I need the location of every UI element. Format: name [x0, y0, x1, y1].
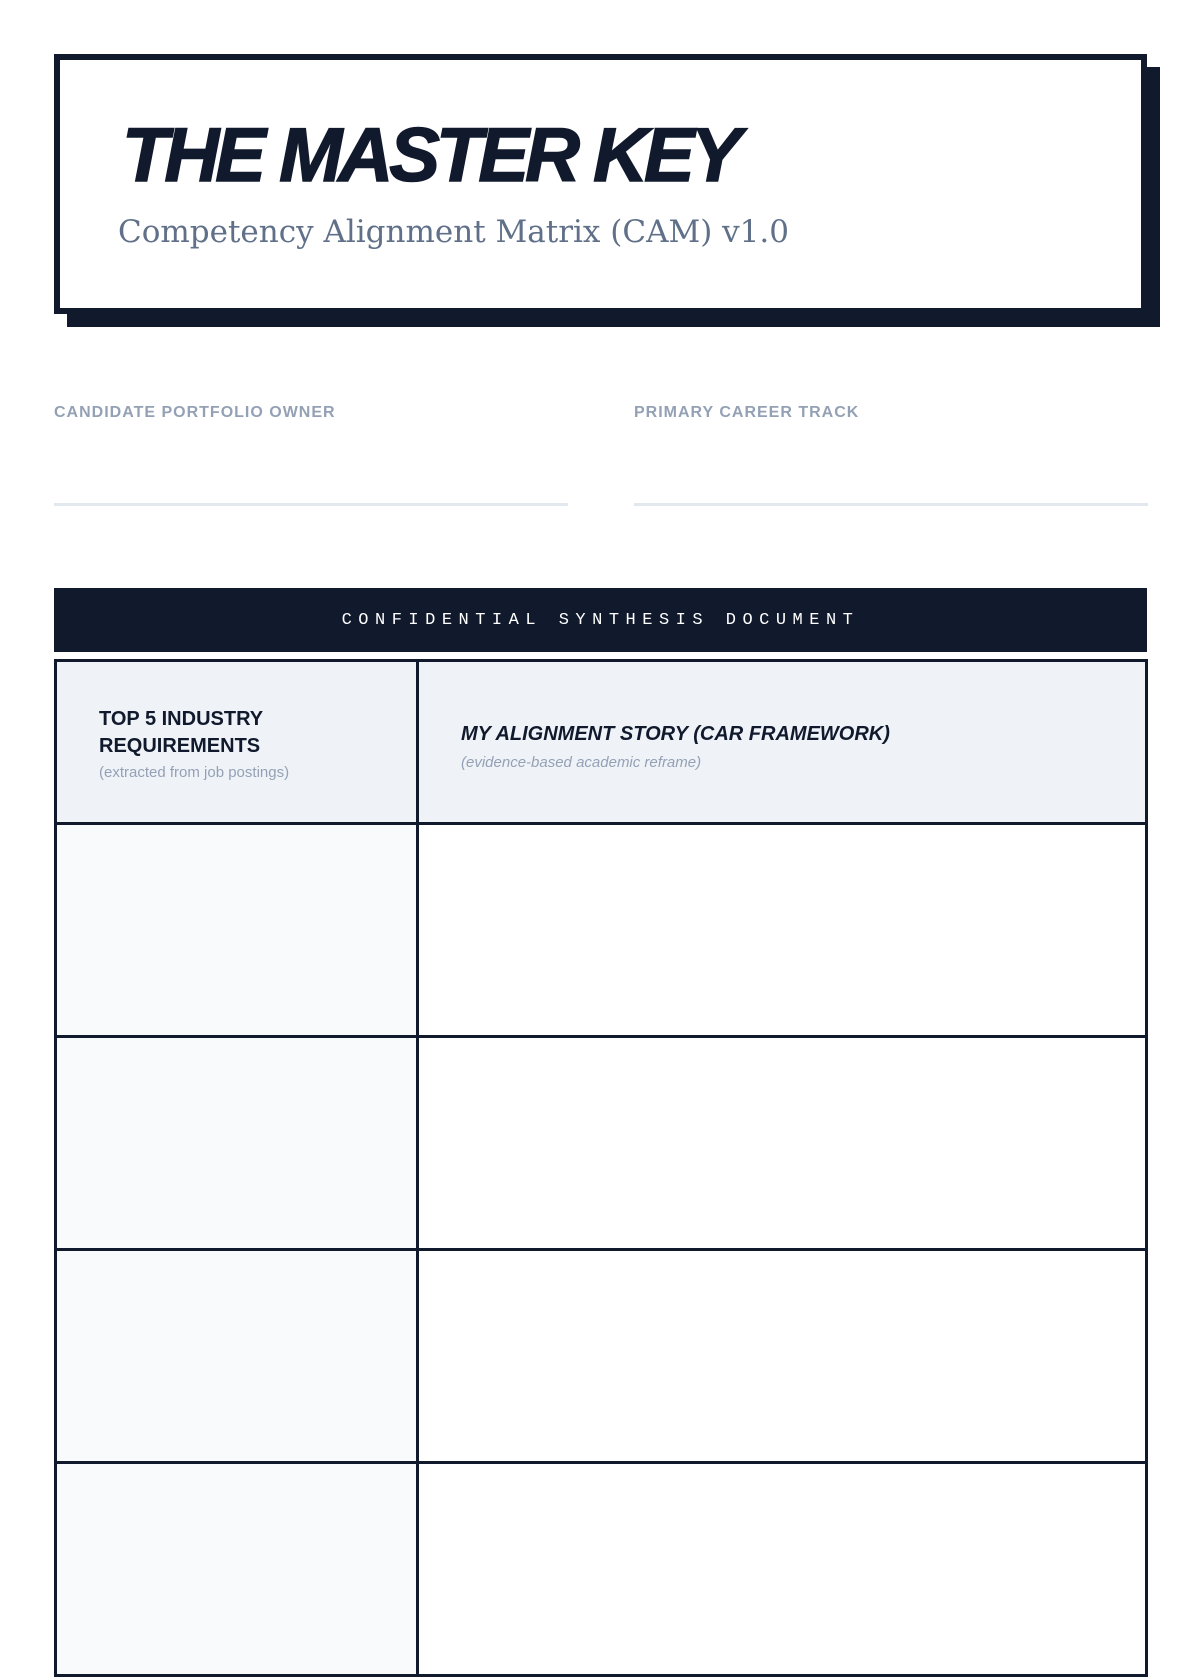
requirements-header	[56, 661, 418, 824]
table-row	[56, 1463, 1147, 1676]
requirement-cell[interactable]	[56, 1250, 418, 1463]
confidential-banner: CONFIDENTIAL SYNTHESIS DOCUMENT	[54, 588, 1147, 652]
table-row	[56, 1037, 1147, 1250]
page-subtitle: Competency Alignment Matrix (CAM) v1.0	[118, 214, 789, 250]
story-cell[interactable]	[418, 1463, 1147, 1676]
requirements-header-title: TOP 5 INDUSTRY REQUIREMENTS	[99, 708, 263, 757]
alignment-matrix	[54, 659, 1148, 1677]
owner-field-line[interactable]	[54, 503, 568, 506]
requirement-cell[interactable]	[56, 824, 418, 1037]
story-cell[interactable]	[418, 1037, 1147, 1250]
table-row	[56, 824, 1147, 1037]
table-row	[56, 1250, 1147, 1463]
owner-field-label: CANDIDATE PORTFOLIO OWNER	[54, 404, 336, 421]
track-field-label: PRIMARY CAREER TRACK	[634, 404, 860, 421]
owner-field[interactable]	[54, 405, 568, 421]
page-title: THE MASTER KEY	[122, 113, 738, 198]
requirements-header-note: (extracted from job postings)	[99, 764, 290, 781]
story-cell[interactable]	[418, 1250, 1147, 1463]
story-header	[418, 661, 1147, 824]
requirement-cell[interactable]	[56, 1037, 418, 1250]
story-cell[interactable]	[418, 824, 1147, 1037]
story-header-note: (evidence-based academic reframe)	[461, 754, 702, 771]
story-header-title: MY ALIGNMENT STORY (CAR FRAMEWORK)	[461, 723, 890, 745]
header-card	[54, 54, 1147, 314]
track-field-line[interactable]	[634, 503, 1148, 506]
track-field[interactable]	[634, 405, 1148, 421]
requirement-cell[interactable]	[56, 1463, 418, 1676]
matrix-header-row	[56, 661, 1147, 824]
